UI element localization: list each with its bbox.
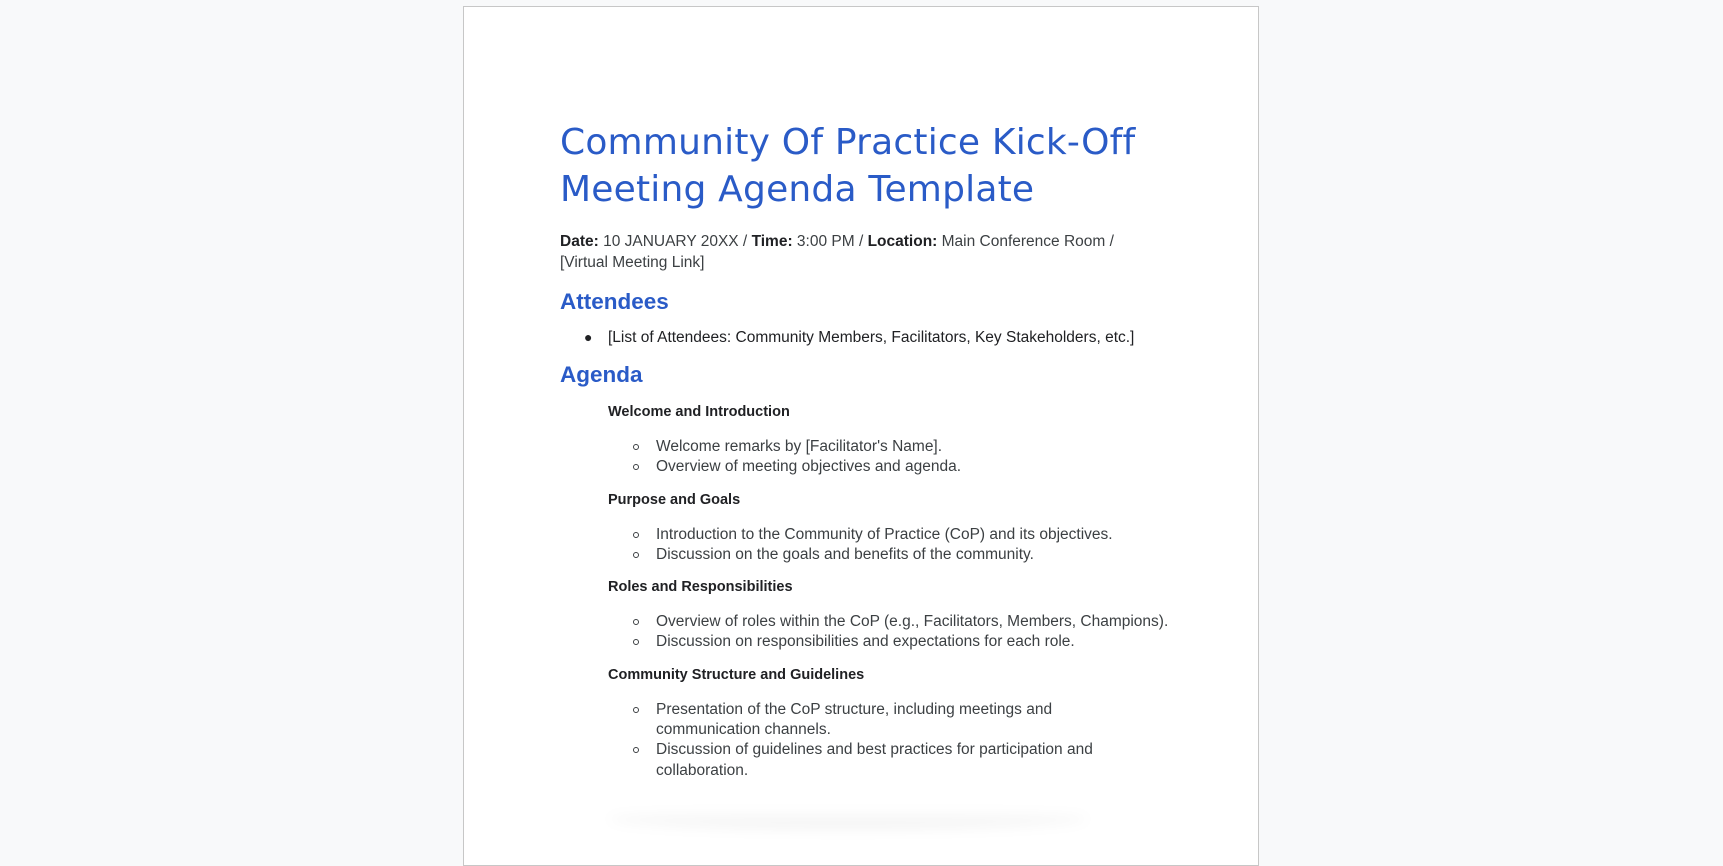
list-item [608,437,1156,457]
agenda-item-welcome [608,402,1160,478]
date-label: Date: [560,233,599,250]
location-label: Location: [867,233,938,250]
hollow-bullet-icon [633,639,639,645]
agenda-point: Overview of roles within the CoP (e.g., Facilitators, Members, Champions). [656,613,1169,631]
time-label: Time: [751,233,793,250]
agenda-heading: Agenda [560,362,643,387]
agenda-item-title: Welcome and Introduction [608,404,790,420]
hollow-bullet-icon [633,532,639,538]
list-item [608,612,1176,632]
list-item [608,740,1156,781]
hollow-bullet-icon [633,464,639,470]
agenda-point: Introduction to the Community of Practice (CoP) and its objectives. [656,525,1113,543]
agenda-point: Discussion on responsibilities and expectations for each role. [656,633,1075,651]
list-item [608,525,1156,545]
attendees-list [560,327,1160,348]
list-item [608,632,1156,652]
hollow-bullet-icon [633,747,639,753]
agenda-item-title: Roles and Responsibilities [608,579,793,596]
agenda-point: Discussion of guidelines and best practices for participation and collaboration. [656,741,1093,779]
hollow-bullet-icon [633,444,639,450]
agenda-item-title: Purpose and Goals [608,491,741,508]
agenda-point: Welcome remarks by [Facilitator's Name]. [656,438,943,455]
hollow-bullet-icon [633,619,639,625]
agenda-point: Discussion on the goals and benefits of the community. [656,545,1034,563]
attendee-text: [List of Attendees: Community Members, Facilitators, Key Stakeholders, etc.] [608,329,1135,346]
attendees-heading: Attendees [560,289,669,314]
list-item [560,327,1160,348]
hollow-bullet-icon [633,552,639,558]
location-value: Main Conference Room / [Virtual Meeting Link] [560,233,1114,271]
page-fade-shadow [608,809,1088,829]
document-body[interactable] [560,119,1169,781]
agenda-sub-list [608,525,1160,566]
time-value: 3:00 PM / [792,233,868,250]
agenda-sub-list [608,700,1160,781]
agenda-point: Overview of meeting objectives and agenda. [656,458,962,476]
list-item [608,457,1156,477]
agenda-item-structure [608,665,1160,781]
agenda-point: Presentation of the CoP structure, including meetings and communication channels. [656,700,1053,739]
date-value: 10 JANUARY 20XX / [598,233,752,250]
agenda-sub-list [608,612,1169,653]
agenda-item-title: Community Structure and Guidelines [608,666,865,683]
document-page[interactable] [463,6,1259,866]
agenda-sub-list [608,437,1160,478]
agenda-item-purpose [608,490,1160,566]
agenda-item-roles [608,577,1169,653]
hollow-bullet-icon [633,707,639,713]
list-item [608,545,1156,565]
document-title: Community Of Practice Kick-Off Meeting Agenda Template [560,122,1136,210]
list-item [608,700,1156,741]
bullet-icon: ● [584,329,593,345]
meeting-details [560,231,1160,273]
